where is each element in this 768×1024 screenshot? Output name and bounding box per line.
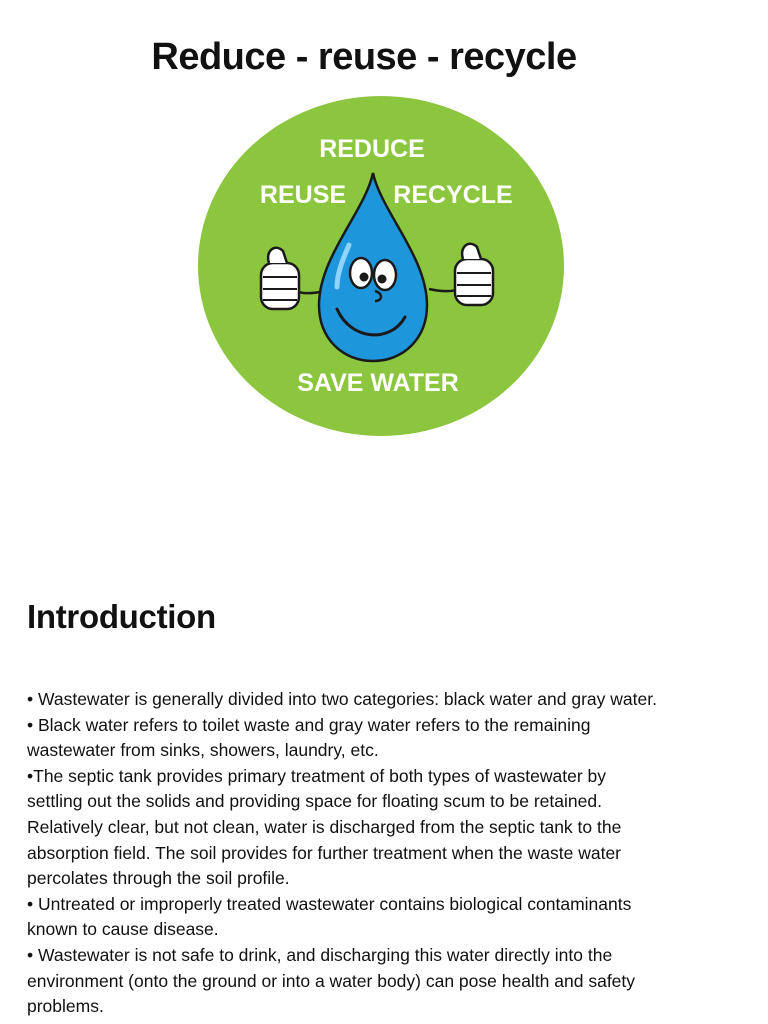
body-line: • Wastewater is generally divided into two categories: black water and gray water.: [27, 689, 657, 709]
body-line: • Untreated or improperly treated wastewater contains biological contaminants: [27, 893, 632, 914]
body-line: problems.: [27, 996, 104, 1017]
section-heading: Introduction: [27, 598, 216, 635]
body-line: known to cause disease.: [27, 919, 219, 940]
body-line: Relatively clear, but not clean, water is discharged from the septic tank to the: [27, 816, 622, 837]
save-water-logo: [197, 95, 565, 437]
logo-text-recycle: RECYCLE: [393, 181, 513, 209]
body-line: • Wastewater is not safe to drink, and discharging this water directly into the: [27, 944, 613, 965]
logo-text-reuse: REUSE: [259, 181, 347, 209]
body-line: •The septic tank provides primary treatment of both types of wastewater by: [27, 765, 607, 786]
body-line: wastewater from sinks, showers, laundry, etc.: [27, 740, 379, 761]
slide-title: Reduce - reuse - recycle: [151, 36, 577, 78]
body-line: absorption field. The soil provides for further treatment when the waste water: [27, 842, 622, 863]
body-line: environment (onto the ground or into a water body) can pose health and safety: [27, 970, 636, 991]
logo-text-save-water: SAVE WATER: [297, 369, 459, 397]
logo-text-reduce: REDUCE: [319, 135, 425, 163]
intro-body: [27, 687, 757, 1020]
body-line: settling out the solids and providing space for floating scum to be retained.: [27, 791, 602, 812]
body-line: percolates through the soil profile.: [27, 868, 290, 889]
body-line: • Black water refers to toilet waste and gray water refers to the remaining: [27, 714, 591, 735]
